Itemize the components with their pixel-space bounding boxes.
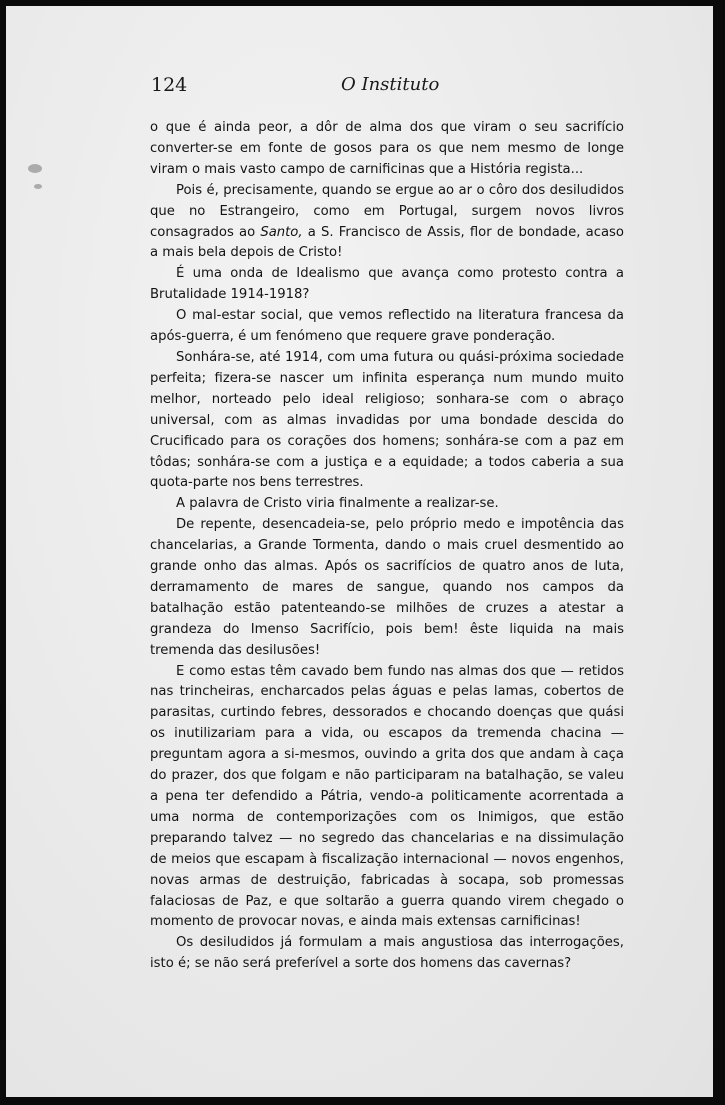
paragraph: o que é ainda peor, a dôr de alma dos que viram o seu sacrifício converter-se em fonte de gosos para os que nem mesmo de longe viram o mais vasto campo de carnificinas que a História regista... — [150, 120, 624, 177]
paragraph — [150, 181, 624, 265]
emphasis-text: Santo, — [260, 224, 303, 240]
paragraph: O mal-estar social, que vemos reflectido na literatura francesa da após-guerra, é um fenómeno que requere grave ponderação. — [150, 308, 624, 345]
paragraph: E como estas têm cavado bem fundo nas almas dos que — retidos nas trincheiras, encharcados pelas águas e pelas lamas, cobertos de parasitas, curtindo febres, dessorados e chocando doenças que quási os inutilizariam para a vida, ou escapos da tremenda chacina — preguntam agora a si-mesmos, ouvindo a grita dos que andam à caça do prazer, dos que folgam e não participaram na batalhação, se valeu a pena ter defendido a Pátria, vendo-a politicamente acorrentada a uma norma de contemporizações com os Inimigos, que estão preparando talvez — no segredo das chancelarias e na dissimulação de meios que escapam à fiscalização internacional — novos engenhos, novas armas de destruição, fabricadas à socapa, sob promessas falaciosas de Paz, e que soltarão a guerra quando virem chegado o momento de provocar novas, e ainda mais extensas carnificinas! — [150, 663, 624, 930]
paragraph-text: Pois é, precisamente, quando se ergue ao ar o côro dos desiludidos que no Estrangeiro, como em Portugal, surgem novos livros consagrados ao — [150, 182, 624, 240]
paragraph: De repente, desencadeia-se, pelo próprio medo e impotência das chancelarias, a Grande Tormenta, dando o mais cruel desmentido ao grande onho das almas. Após os sacrifícios de quatro anos de luta, derramamento de mares de sangue, quando nos campos da batalhação estão patenteando-se milhões de cruzes a atestar a grandeza do Imenso Sacrifício, pois bem! êste liquida na mais tremenda das desilusões! — [150, 517, 624, 658]
body-text — [150, 118, 624, 975]
paragraph: Os desiludidos já formulam a mais angustiosa das interrogações, isto é; se não será preferível a sorte dos homens das cavernas? — [150, 935, 624, 972]
page-number: 124 — [151, 74, 188, 96]
paragraph: A palavra de Cristo viria finalmente a realizar-se. — [176, 496, 499, 512]
paragraph: É uma onda de Idealismo que avança como protesto contra a Brutalidade 1914-1918? — [150, 266, 624, 303]
paragraph-text: a S. Francisco de Assis, flor de bondade, acaso a mais bela depois de Cristo! — [150, 224, 624, 261]
running-title: O Instituto — [341, 74, 440, 95]
ink-blot — [34, 184, 42, 189]
page-header — [151, 74, 623, 100]
paragraph: Sonhára-se, até 1914, com uma futura ou quási-próxima sociedade perfeita; fizera-se nascer um infinita esperança num mundo muito melhor, norteado pelo ideal religioso; sonhara-se com o abraço universal, com as almas invadidas por uma bondade descida do Crucificado para os corações dos homens; sonhára-se com a paz em tôdas; sonhára-se com a justiça e a equidade; a todos caberia a sua quota-parte nos bens terrestres. — [150, 349, 624, 491]
ink-blot — [28, 164, 42, 173]
